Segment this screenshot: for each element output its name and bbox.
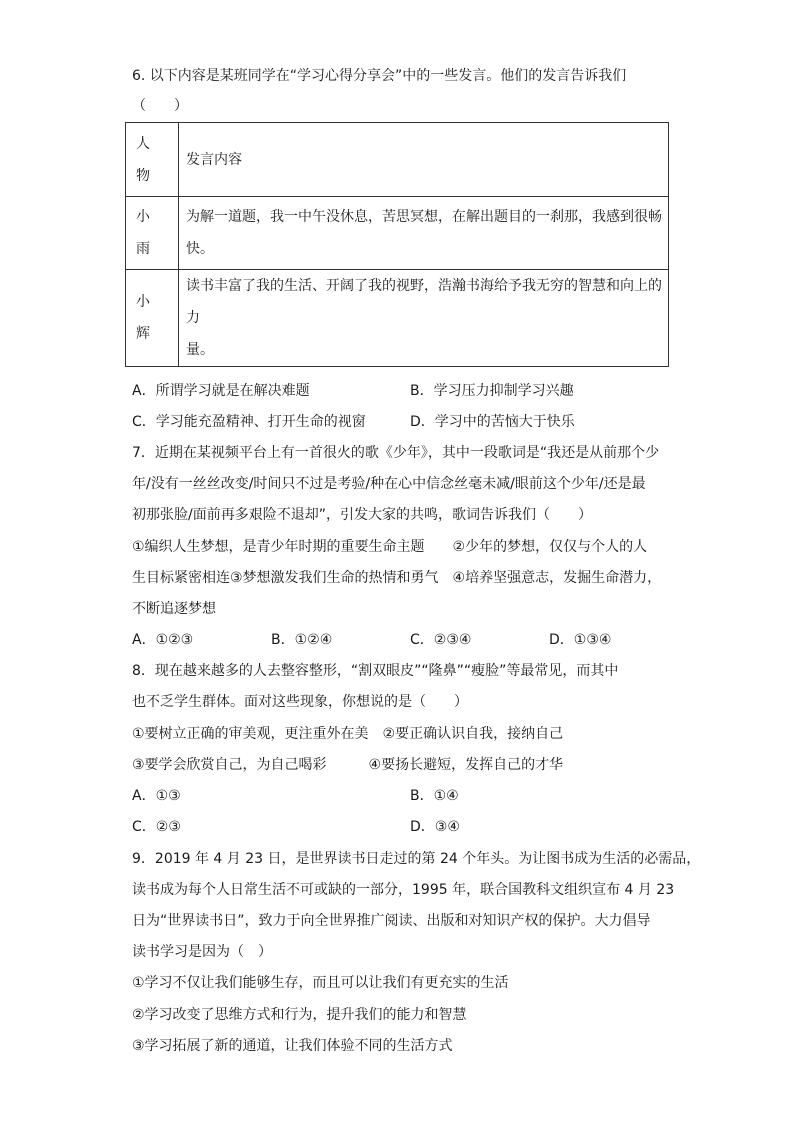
row-content-line-1: 读书丰富了我的生活、开阔了我的视野，浩瀚书海给予我无穷的智慧和向上的力 [186, 278, 662, 326]
q9-line-7: ③学习拓展了新的通道，让我们体验不同的生活方式 [132, 1038, 453, 1054]
q8-option-a: A．①③ [132, 788, 181, 804]
header-person-char-2: 物 [136, 167, 150, 184]
q7-line-4: ①编织人生梦想，是青少年时期的重要生命主题 ②少年的梦想，仅仅与个人的人 [132, 539, 648, 555]
row-content-line-1: 为解一道题，我一中午没休息，苦思冥想，在解出题目的一刹那，我感到很畅快。 [186, 209, 662, 257]
q8-option-b: B．①④ [410, 788, 459, 804]
q7-option-d: D．①③④ [549, 632, 612, 648]
q6-option-c: C．学习能充盈精神、打开生命的视窗 [132, 414, 366, 430]
q6-option-b: B．学习压力抑制学习兴趣 [410, 383, 574, 399]
q8-line-2: 也不乏学生群体。面对这些现象，你想说的是（ ） [132, 694, 468, 710]
q9-line-2: 读书成为每个人日常生活不可或缺的一部分，1995 年，联合国教科文组织宣布 4 月 23 [132, 882, 675, 898]
q7-option-a: A．①②③ [132, 632, 194, 648]
q6-stem: 6. 以下内容是某班同学在“学习心得分享会”中的一些发言。他们的发言告诉我们 [132, 68, 627, 84]
table-row [126, 270, 669, 367]
q8-line-4: ③要学会欣赏自己，为自己喝彩 ④要扬长避短，发挥自己的才华 [132, 757, 564, 773]
q7-line-6: 不断追逐梦想 [132, 601, 216, 617]
row-content-cell [179, 270, 669, 367]
q8-line-1: 8．现在越来越多的人去整容整形，“割双眼皮”“隆鼻”“瘦脸”等最常见，而其中 [132, 663, 619, 679]
q7-option-b: B．①②④ [271, 632, 333, 648]
q6-option-a: A．所谓学习就是在解决难题 [132, 383, 310, 399]
row-person-char-2: 辉 [136, 326, 150, 342]
row-person-cell [126, 197, 179, 270]
row-person-char-1: 小 [136, 294, 150, 310]
table-header-row [126, 123, 669, 197]
q7-option-c: C．②③④ [410, 632, 472, 648]
header-person-cell [126, 123, 179, 197]
q9-line-4: 读书学习是因为（ ） [132, 944, 272, 960]
q6-speech-table [125, 122, 669, 367]
header-content-cell: 发言内容 [179, 123, 669, 197]
row-content-cell [179, 197, 669, 270]
q6-option-d: D．学习中的苦恼大于快乐 [410, 414, 575, 430]
q7-line-3: 初那张脸/面前再多艰险不退却”，引发大家的共鸣，歌词告诉我们（ ） [132, 507, 592, 523]
row-person-char-2: 雨 [136, 241, 150, 257]
row-content-line-2: 量。 [186, 342, 214, 358]
q9-line-1: 9．2019 年 4 月 23 日，是世界读书日走过的第 24 个年头。为让图书成为生活的必需品， [132, 851, 701, 867]
q9-line-5: ①学习不仅让我们能够生存，而且可以让我们有更充实的生活 [132, 975, 509, 991]
q7-line-2: 年/没有一丝丝改变/时间只不过是考验/种在心中信念丝毫未减/眼前这个少年/还是最 [132, 476, 646, 492]
q7-line-1: 7．近期在某视频平台上有一首很火的歌《少年》，其中一段歌词是“我还是从前那个少 [132, 445, 660, 461]
q7-line-5: 生目标紧密相连③梦想激发我们生命的热情和勇气 ④培养坚强意志，发掘生命潜力， [132, 570, 662, 586]
q8-option-d: D．③④ [410, 819, 460, 835]
row-person-char-1: 小 [136, 209, 150, 225]
q8-line-3: ①要树立正确的审美观，更注重外在美 ②要正确认识自我，接纳自己 [132, 726, 564, 742]
q9-line-6: ②学习改变了思维方式和行为，提升我们的能力和智慧 [132, 1007, 467, 1023]
q6-answer-paren: （ ） [132, 98, 188, 114]
row-person-cell [126, 270, 179, 367]
q9-line-3: 日为“世界读书日”，致力于向全世界推广阅读、出版和对知识产权的保护。大力倡导 [132, 913, 651, 929]
header-person-char-1: 人 [136, 135, 150, 152]
table-row [126, 197, 669, 270]
q8-option-c: C．②③ [132, 819, 181, 835]
